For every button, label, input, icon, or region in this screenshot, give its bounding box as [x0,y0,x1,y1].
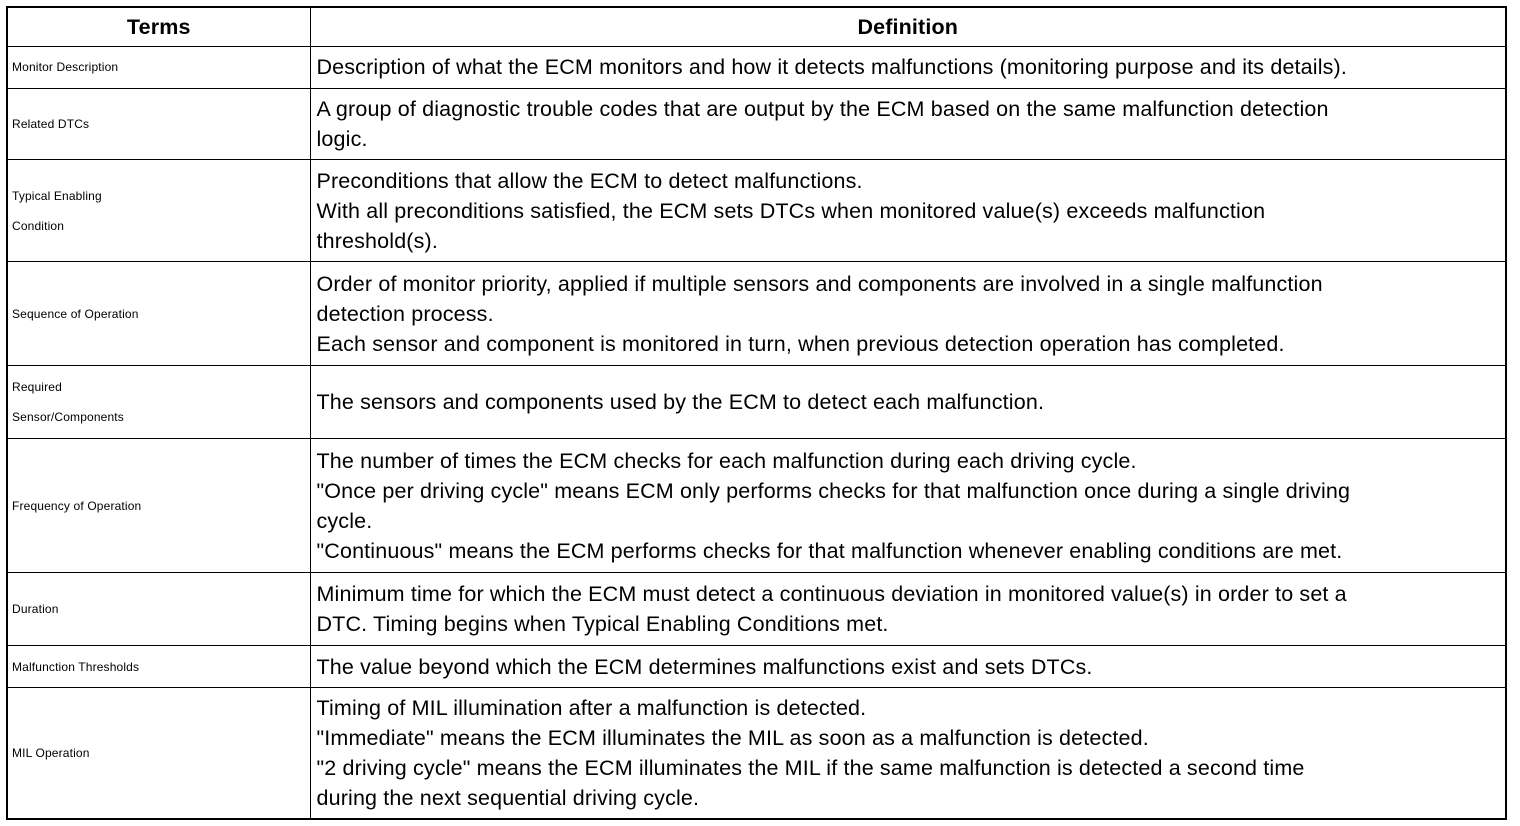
table-row [8,88,1505,159]
term-cell [8,573,310,646]
table-row [8,687,1505,818]
header-definition: Definition [310,8,1505,47]
definition-text: With all preconditions satisfied, the ECM sets DTCs when monitored value(s) exceeds malfunction [316,198,1266,223]
definition-text: Each sensor and component is monitored in turn, when previous detection operation has completed. [316,331,1285,356]
term-text: MIL Operation [12,745,90,760]
terms-definitions-sheet [6,6,1507,820]
table-row [8,262,1505,366]
definition-text: "2 driving cycle" means the ECM illuminates the MIL if the same malfunction is detected a second time [316,755,1305,780]
definition-text: The number of times the ECM checks for each malfunction during each driving cycle. [316,448,1137,473]
term-text: Related DTCs [12,116,90,131]
term-text: Condition [12,218,65,233]
definition-cell [310,365,1505,438]
definition-text: "Once per driving cycle" means ECM only performs checks for that malfunction once during a single driving [316,478,1351,503]
table-row [8,646,1505,688]
definition-cell [310,573,1505,646]
term-cell [8,88,310,159]
term-text: Malfunction Thresholds [12,659,140,674]
definition-text: logic. [316,126,368,151]
definition-text: Preconditions that allow the ECM to detect malfunctions. [316,168,863,193]
definition-cell [310,687,1505,818]
definition-text: "Immediate" means the ECM illuminates the MIL as soon as a malfunction is detected. [316,725,1149,750]
term-cell [8,47,310,89]
definition-text: "Continuous" means the ECM performs checks for that malfunction whenever enabling conditions are met. [316,538,1343,563]
table-row [8,573,1505,646]
term-cell [8,646,310,688]
definition-cell [310,47,1505,89]
definition-text: Timing of MIL illumination after a malfunction is detected. [316,695,867,720]
definition-text: threshold(s). [316,228,438,253]
definition-text: DTC. Timing begins when Typical Enabling Conditions met. [316,612,889,637]
definition-text: The sensors and components used by the ECM to detect each malfunction. [316,390,1045,414]
term-text: Required [12,380,62,394]
definition-text: during the next sequential driving cycle. [316,785,700,810]
table-row [8,365,1505,438]
header-terms: Terms [8,8,310,47]
definition-text: Minimum time for which the ECM must detect a continuous deviation in monitored value(s) in order to set a [316,582,1347,607]
term-cell [8,365,310,438]
terms-definitions-table [8,8,1505,818]
term-cell [8,687,310,818]
definition-text: A group of diagnostic trouble codes that are output by the ECM based on the same malfunction detection [316,96,1329,121]
definition-cell [310,646,1505,688]
definition-cell [310,262,1505,366]
definition-cell [310,159,1505,262]
definition-cell [310,439,1505,573]
term-text: Typical Enabling [12,188,102,203]
definition-cell [310,88,1505,159]
term-cell [8,159,310,262]
definition-text: Order of monitor priority, applied if multiple sensors and components are involved in a single malfunction [316,271,1323,296]
table-row [8,159,1505,262]
definition-text: cycle. [316,508,373,533]
definition-text: Description of what the ECM monitors and how it detects malfunctions (monitoring purpose and its details). [316,55,1347,80]
term-text: Frequency of Operation [12,498,142,513]
table-row [8,439,1505,573]
term-cell [8,439,310,573]
term-text: Sequence of Operation [12,306,139,321]
term-text: Duration [12,602,59,617]
definition-text: detection process. [316,301,494,326]
definition-text: The value beyond which the ECM determines malfunctions exist and sets DTCs. [316,654,1093,679]
table-row [8,47,1505,89]
term-text: Sensor/Components [12,410,124,424]
term-text: Monitor Description [12,60,119,75]
table-header-row [8,8,1505,47]
term-cell [8,262,310,366]
